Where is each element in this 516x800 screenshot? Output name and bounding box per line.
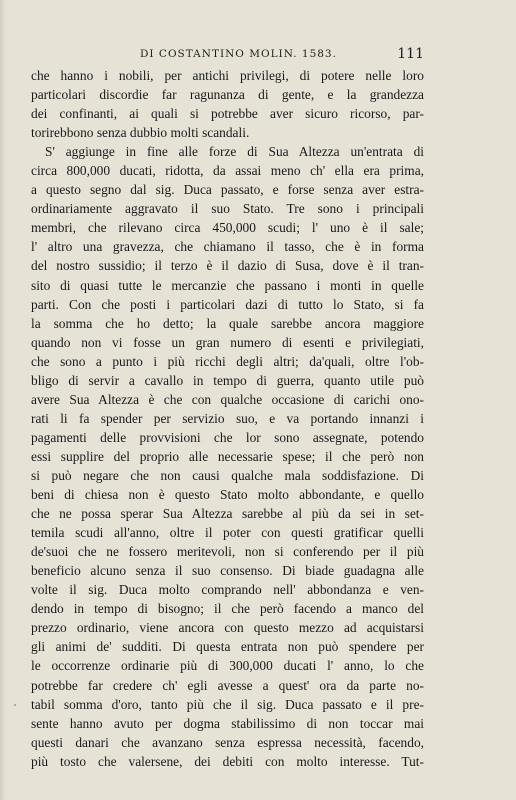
text-line: che hanno i nobili, per antichi privilegi, di potere nelle loro (31, 68, 424, 83)
text-line: più tosto che valersene, dei debiti con molto interesse. Tut- (31, 753, 424, 769)
text-line: gli animi de' sudditi. Di questa entrata non può spendere per (31, 639, 424, 655)
text-line: sito di quasi tutte le mercanzie che passano i monti in quelle (31, 277, 424, 293)
text-line: essi supplire del proprio alle necessarie spese; il che però non (31, 448, 424, 464)
text-line: temila scudi all'anno, oltre il poter con questi gratificar quelli (31, 525, 424, 541)
text-line: dei confinanti, ai quali si potrebbe aver sicuro ricorso, par- (31, 106, 424, 122)
text-line: beneficio alcuno senza il suo consenso. Di biade guadagna alle (31, 563, 424, 579)
text-line: particolari discordie far ragunanza di gente, e la grandezza (31, 87, 424, 103)
text-line: dendo in tempo di bisogno; il che però facendo a manco del (31, 601, 424, 617)
text-line: l' altro una gravezza, che chiamano il tasso, che è in forma (31, 239, 424, 255)
text-line: tabil somma d'oro, tanto più che il sig. Duca passato e il pre- (31, 696, 424, 712)
text-line: si può negare che non causi qualche mala soddisfazione. Di (31, 467, 424, 483)
text-line: prezzo ordinario, viene ancora con questo mezzo ad acquistarsi (31, 620, 424, 636)
page-header (40, 46, 424, 64)
text-line: la somma che ho detto; la quale sarebbe ancora maggiore (31, 315, 424, 331)
text-line: de'suoi che ne fossero meritevoli, non si conferendo per il più (31, 544, 424, 560)
text-line: circa 800,000 ducati, ridotta, da assai meno ch' ella era prima, (31, 163, 424, 179)
text-line: quando non vi fosse un gran numero di esenti e privilegiati, (31, 334, 424, 350)
text-line: del nostro sussidio; il terzo è il dazio di Susa, dove è il tran- (31, 258, 424, 274)
text-line: a questo segno dal sig. Duca passato, e forse senza aver estra- (31, 182, 424, 198)
text-line: questi danari che avanzano senza espressa necessità, facendo, (31, 734, 424, 750)
text-line: rati li fa spender per servizio suo, e va portando innanzi i (31, 410, 424, 426)
text-line: volte il sig. Duca molto comprando nell' abbondanza e ven- (31, 582, 424, 598)
text-line: membri, che rilevano circa 450,000 scudi; l' uno è il sale; (31, 220, 424, 236)
text-line: ordinariamente aggravato il suo Stato. Tre sono i principali (31, 201, 424, 217)
running-title: DI COSTANTINO MOLIN. 1583. (140, 48, 337, 60)
text-line: pagamenti delle provvisioni che lor sono assegnate, potendo (31, 429, 424, 445)
text-line: sente hanno avuto per dogma stabilissimo di non toccar mai (31, 715, 424, 731)
text-line: beni di chiesa non è questo Stato molto abbondante, e quello (31, 487, 424, 503)
text-line: parti. Con che posti i particolari dazi di tutto lo Stato, si fa (31, 296, 424, 312)
page-number: 111 (397, 46, 424, 62)
text-line: S' aggiunge in fine alle forze di Sua Altezza un'entrata di (45, 144, 424, 160)
text-line: che sono a punto i più ricchi degli altri; da'quali, oltre l'ob- (31, 353, 424, 369)
text-line: le occorrenze ordinarie più di 300,000 ducati l' anno, lo che (31, 658, 424, 674)
body-text (31, 66, 424, 771)
text-line: bligo di servir a cavallo in tempo di guerra, quanto utile può (31, 372, 424, 388)
text-line: torirebbono senza dubbio molti scandali. (31, 125, 250, 141)
text-line: potrebbe far credere ch' egli avesse a quest' ora da parte no- (31, 677, 424, 693)
scan-edge (0, 0, 6, 800)
text-line: avere Sua Altezza è che con qualche occasione di carichi ono- (31, 391, 424, 407)
text-line: che ne possa sperar Sua Altezza sarebbe al più da sei in set- (31, 506, 424, 522)
margin-mark (14, 704, 16, 706)
